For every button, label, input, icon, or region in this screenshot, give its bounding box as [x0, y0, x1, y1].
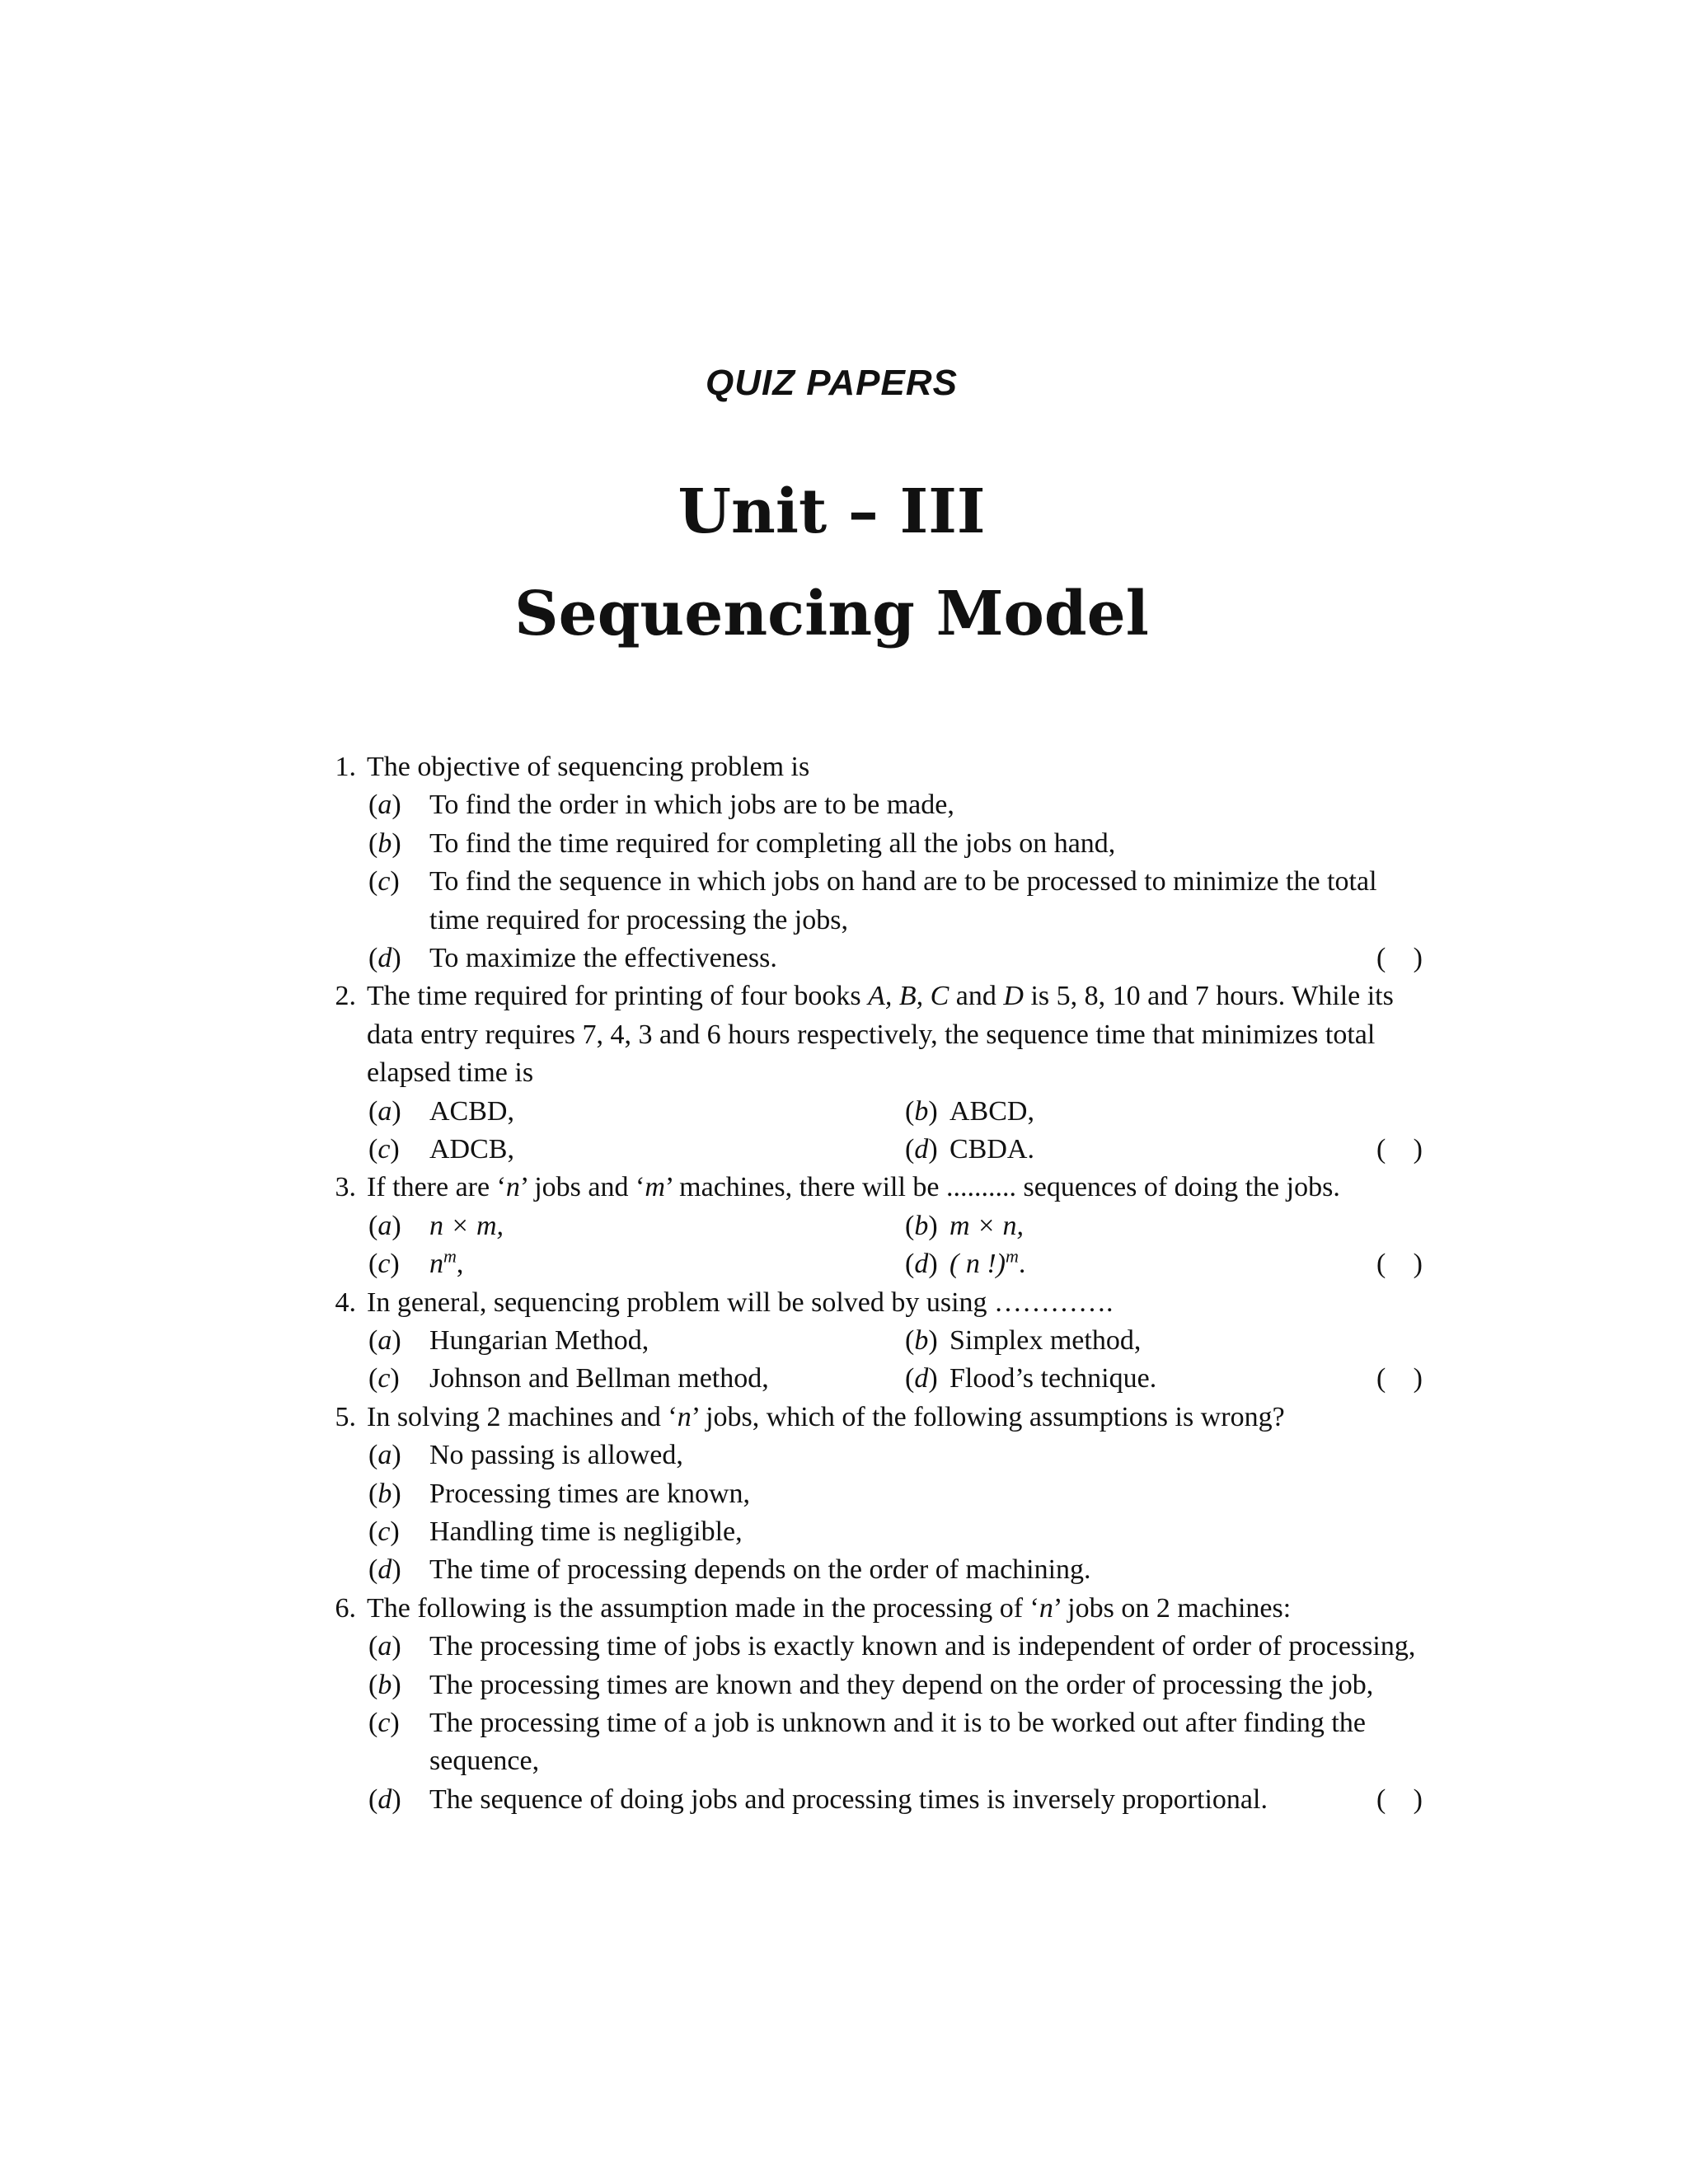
option-label: c [377, 1516, 391, 1548]
option-label: b [377, 1478, 392, 1509]
question-1 [316, 748, 1423, 977]
option-text: The processing time of a job is unknown and it is to be worked out after finding the sequence, [429, 1708, 1366, 1777]
option-row-ab: (a) ACBD, (b) ABCD, [316, 1093, 1423, 1131]
question-6: 6. The following is the assumption made in the processing of ‘n’ jobs on 2 machines: (a) The processing time of jobs is exactly known and is independent of order of processing, (b) The processing times are known and they depend on the order of processing the job, (c) The processing time of a job is unknown and it is to be worked out after finding the sequence, (d) The sequence of doing jobs and processing times is inversely proportional. ( ) [316, 1590, 1423, 1819]
question-4 [316, 1284, 1423, 1399]
option-b: (b) To find the time required for completing all the jobs on hand, [368, 827, 1116, 859]
question-list [316, 748, 1423, 1819]
option-a: (a) To find the order in which jobs are to be made, [368, 790, 954, 821]
option-text: n × m, [429, 1210, 504, 1241]
option-d: (d) The sequence of doing jobs and processing times is inversely proportional. ( ) [316, 1781, 1423, 1819]
option-text: ADCB, [429, 1134, 514, 1165]
option-label: a [377, 1440, 392, 1471]
option-b: (b) Processing times are known, [368, 1478, 751, 1509]
option-text: m × n, [950, 1210, 1024, 1241]
option-a: (a) The processing time of jobs is exactly known and is independent of order of processing, [368, 1631, 1416, 1662]
question-text: In general, sequencing problem will be solved by using …………. [367, 1286, 1114, 1318]
question-number: 1. [335, 752, 356, 782]
answer-blank[interactable]: ( ) [1376, 943, 1423, 974]
question-number: 2. [335, 981, 356, 1012]
option-label: b [377, 1669, 392, 1700]
option-text: CBDA. [950, 1134, 1034, 1165]
option-label: c [377, 866, 391, 898]
option-label: a [377, 1631, 392, 1662]
unit-heading: Unit – III [678, 476, 986, 547]
question-3: 3. If there are ‘n’ jobs and ‘m’ machines, there will be .......... sequences of doing the jobs. (a) n × m, (b) m × n, (c) $n^m$, (d) ( n !)$^m$. ( ) [316, 1169, 1423, 1283]
option-row-ab: (a) Hungarian Method, (b) Simplex method, [316, 1322, 1423, 1360]
option-row-cd: (c) ADCB, (d) CBDA. ( ) [316, 1131, 1423, 1169]
option-text: Flood’s technique. [950, 1363, 1157, 1394]
option-c: (c) The processing time of a job is unknown and it is to be worked out after finding the sequence, [368, 1708, 1366, 1777]
option-row-cd: (c) $n^m$, (d) ( n !)$^m$. ( ) [316, 1245, 1423, 1283]
question-number: 4. [335, 1286, 356, 1318]
option-label: b [377, 827, 392, 859]
option-c: (c) Handling time is negligible, [368, 1516, 743, 1548]
option-text: ACBD, [429, 1095, 514, 1127]
question-number: 5. [335, 1401, 356, 1432]
option-text: ( n !)$^m$. [950, 1245, 1026, 1280]
option-text: Processing times are known, [429, 1478, 751, 1509]
option-d: (d) To maximize the effectiveness. ( ) [316, 940, 1423, 977]
option-text: The sequence of doing jobs and processing times is inversely proportional. [429, 1783, 1268, 1815]
option-text: The processing time of jobs is exactly known and is independent of order of processing, [429, 1631, 1416, 1662]
option-text: To find the time required for completing all the jobs on hand, [429, 827, 1116, 859]
option-label: d [377, 943, 392, 974]
option-text: ABCD, [950, 1095, 1034, 1127]
answer-blank[interactable]: ( ) [1376, 1249, 1423, 1280]
option-a: (a) No passing is allowed, [368, 1440, 683, 1471]
option-d: (d) The time of processing depends on the order of machining. [368, 1554, 1091, 1586]
option-text: To maximize the effectiveness. [429, 943, 777, 974]
option-row-ab: (a) n × m, (b) m × n, [316, 1207, 1423, 1245]
question-text: The time required for printing of four books [367, 981, 861, 1012]
option-text: Hungarian Method, [429, 1325, 649, 1357]
option-text: Johnson and Bellman method, [429, 1363, 769, 1394]
section-kicker: QUIZ PAPERS [705, 363, 958, 403]
question-text: The objective of sequencing problem is [367, 752, 810, 782]
question-number: 6. [335, 1592, 356, 1624]
option-label: c [377, 1708, 391, 1739]
option-text: Simplex method, [950, 1325, 1142, 1357]
option-label: a [377, 790, 392, 821]
question-number: 3. [335, 1172, 356, 1203]
option-text: No passing is allowed, [429, 1440, 683, 1471]
answer-blank[interactable]: ( ) [1376, 1363, 1423, 1394]
option-row-cd: (c) Johnson and Bellman method, (d) Flood’s technique. ( ) [316, 1360, 1423, 1398]
option-text: Handling time is negligible, [429, 1516, 743, 1548]
option-label: d [377, 1554, 392, 1586]
option-text: $n^m$, [429, 1245, 464, 1280]
option-c: (c) To find the sequence in which jobs on hand are to be processed to minimize the total time required for processing the jobs, [368, 866, 1377, 935]
option-label: d [377, 1783, 392, 1815]
question-2: 2. The time required for printing of four books A, B, C and D is 5, 8, 10 and 7 hours. While its data entry requires 7, 4, 3 and 6 hours respectively, the sequence time that minimizes total elapsed time is (a) ACBD, (b) ABCD, (c) ADCB, (d) CBDA. ( ) [316, 977, 1423, 1169]
answer-blank[interactable]: ( ) [1376, 1783, 1423, 1815]
answer-blank[interactable]: ( ) [1376, 1134, 1423, 1165]
question-5: 5. In solving 2 machines and ‘n’ jobs, which of the following assumptions is wrong? (a) No passing is allowed, (b) Processing times are known, (c) Handling time is negligible, (d) The time of processing depends on the order of machining. [316, 1399, 1423, 1590]
option-text: The time of processing depends on the order of machining. [429, 1554, 1091, 1586]
option-text: To find the sequence in which jobs on hand are to be processed to minimize the total time required for processing the jobs, [429, 866, 1377, 935]
option-text: To find the order in which jobs are to be made, [429, 790, 954, 821]
option-b: (b) The processing times are known and they depend on the order of processing the job, [368, 1669, 1374, 1700]
page-title: Sequencing Model [514, 579, 1149, 649]
option-text: The processing times are known and they depend on the order of processing the job, [429, 1669, 1374, 1700]
